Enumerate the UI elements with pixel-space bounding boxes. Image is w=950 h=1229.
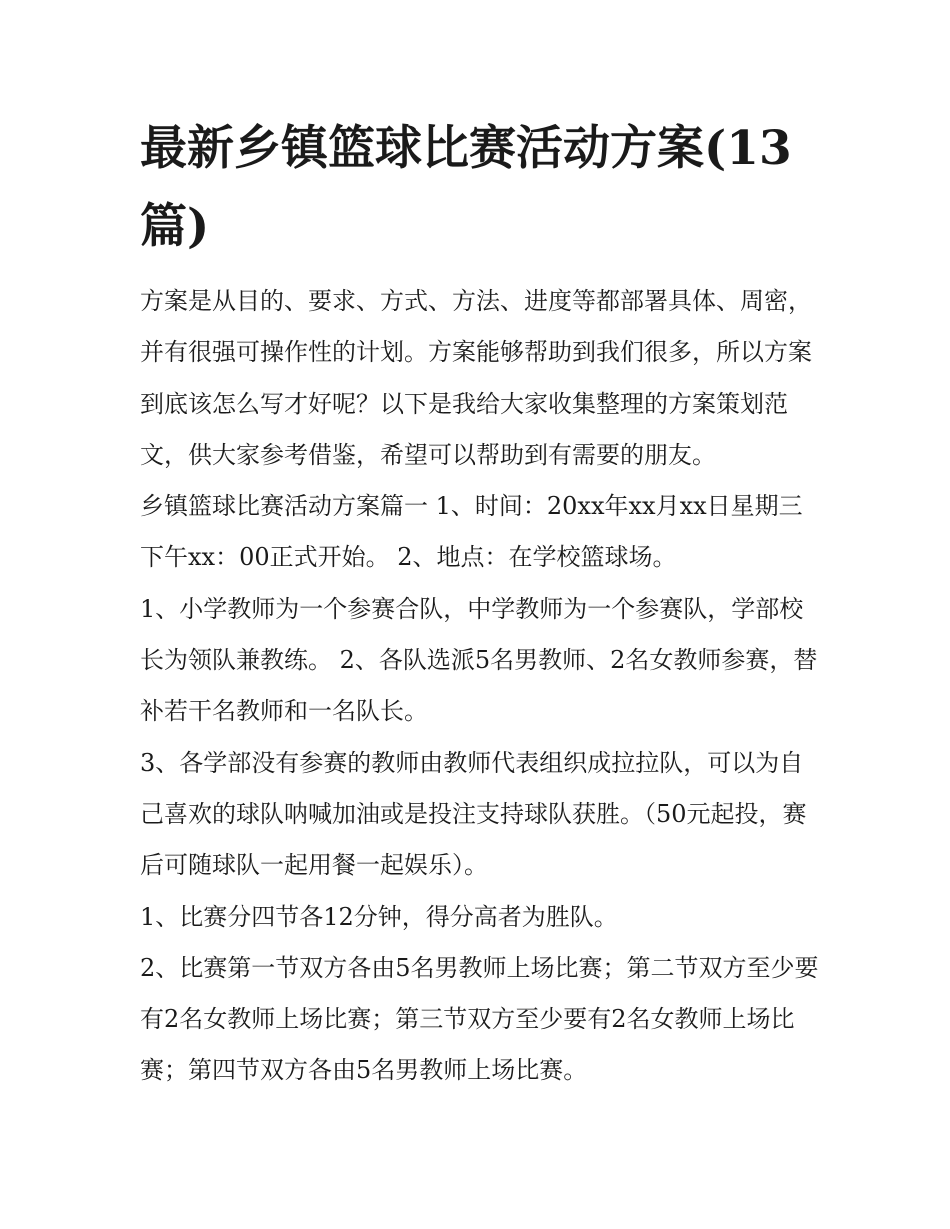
document-title: 最新乡镇篮球比赛活动方案(13篇) xyxy=(140,121,792,254)
paragraph-intro: 方案是从目的、要求、方式、方法、进度等都部署具体、周密，并有很强可操作性的计划。方案能够帮助到我们很多，所以方案到底该怎么写才好呢？以下是我给大家收集整理的方案策划范文，供大家参考借鉴，希望可以帮助到有需要的朋友。 xyxy=(140,287,812,469)
paragraph-teams: 1、小学教师为一个参赛合队，中学教师为一个参赛队，学部校长为领队兼教练。 2、各队选派5名男教师、2名女教师参赛，替补若干名教师和一名队长。 xyxy=(140,594,818,726)
paragraph-rule-quarters: 1、比赛分四节各12分钟，得分高者为胜队。 xyxy=(140,902,618,931)
document-body xyxy=(140,276,820,1097)
paragraph-time-location: 乡镇篮球比赛活动方案篇一 1、时间：20xx年xx月xx日星期三下午xx：00正式开始。 2、地点：在学校篮球场。 xyxy=(140,492,803,572)
paragraph-cheerleaders: 3、各学部没有参赛的教师由教师代表组织成拉拉队，可以为自己喜欢的球队呐喊加油或是投注支持球队获胜。（50元起投，赛后可随球队一起用餐一起娱乐）。 xyxy=(140,748,807,880)
paragraph-rule-players: 2、比赛第一节双方各由5名男教师上场比赛；第二节双方至少要有2名女教师上场比赛；第三节双方至少要有2名女教师上场比赛；第四节双方各由5名男教师上场比赛。 xyxy=(140,953,819,1085)
